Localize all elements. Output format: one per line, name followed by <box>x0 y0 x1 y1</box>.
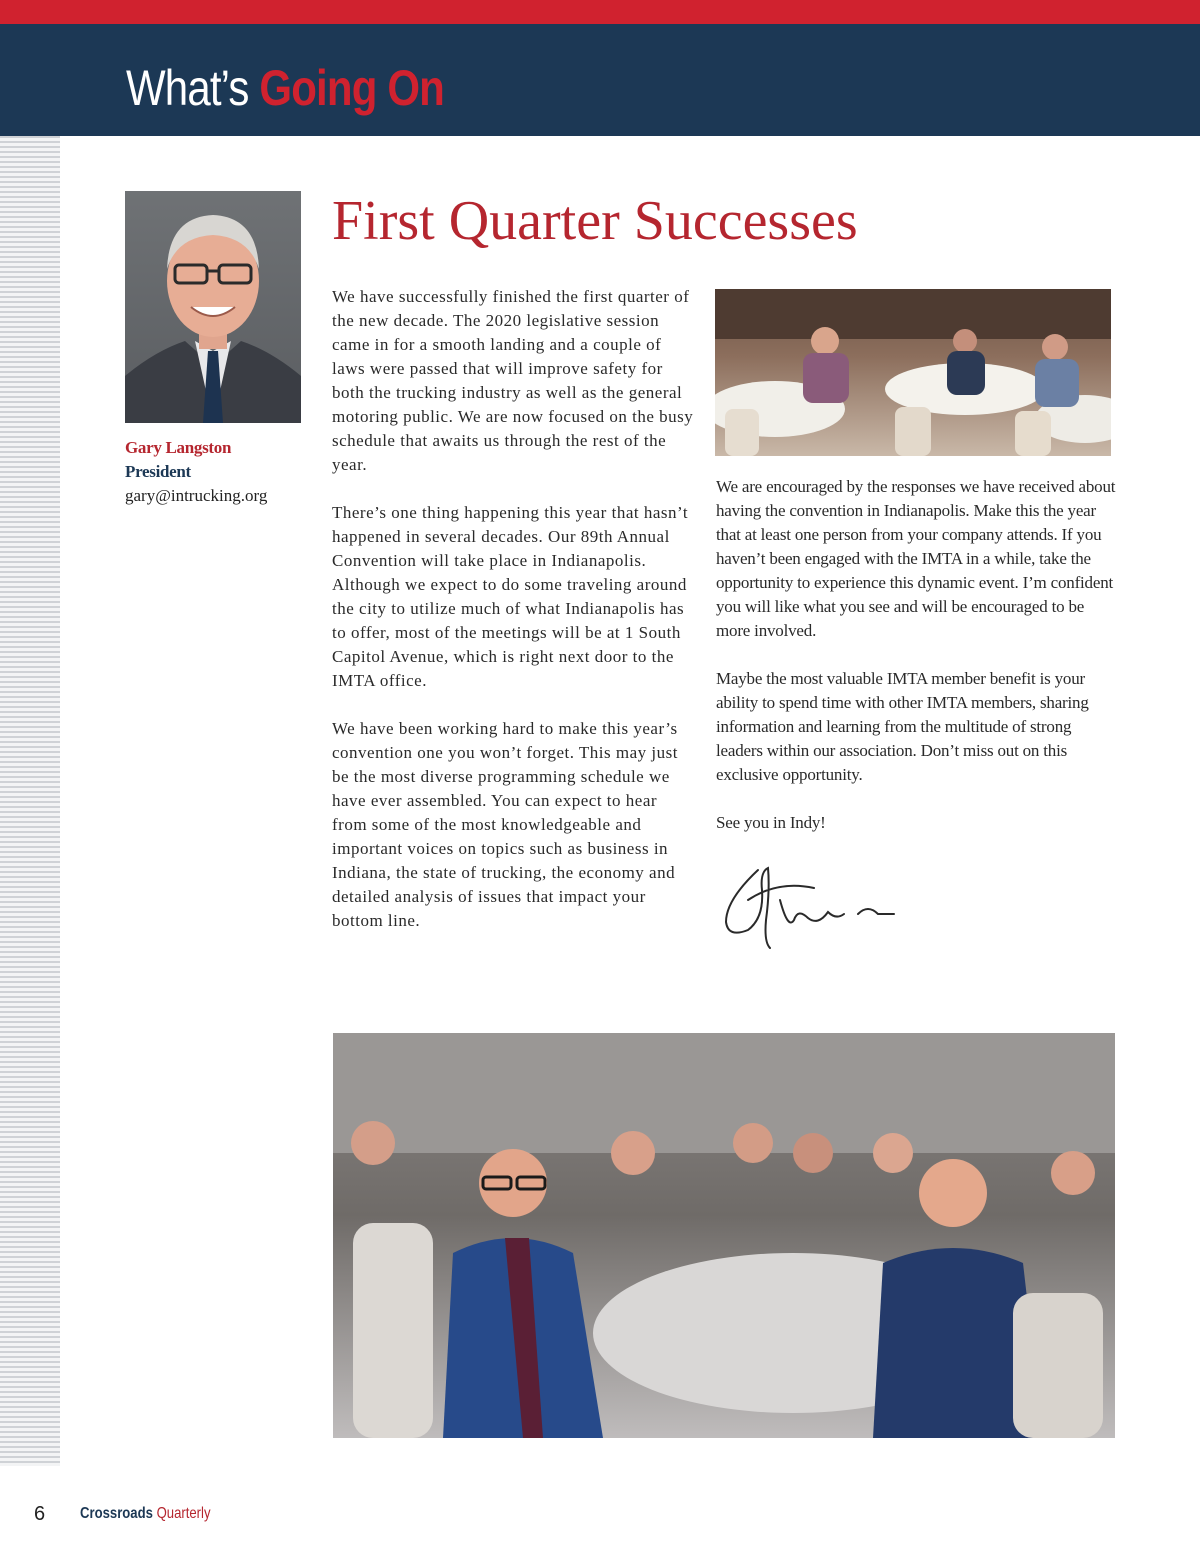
paragraph: Maybe the most valuable IMTA member benefit is your ability to spend time with other IMTA members, sharing information and learning from the multitude of strong leaders within our association. Don’t miss out on this exclusive opportunity. <box>716 669 1089 784</box>
side-stripe-decoration <box>0 136 60 1466</box>
section-title-accent: Going On <box>259 60 444 116</box>
signature-image <box>718 860 898 952</box>
closing-line: See you in Indy! <box>716 813 826 832</box>
paragraph: We have been working hard to make this year’s convention one you won’t forget. This may just be the most diverse programming schedule we have ever assembled. You can expect to hear from some of the most knowledgeable and important voices on topics such as business in Indiana, the state of trucking, the economy and detailed analysis of issues that impact your bottom line. <box>332 719 678 930</box>
section-title <box>126 52 444 124</box>
convention-crowd-photo <box>333 1033 1115 1438</box>
article-column-right <box>716 475 1116 859</box>
article-column-left <box>332 285 694 957</box>
top-red-bar <box>0 0 1200 24</box>
publication-name-light: Quarterly <box>156 1505 211 1522</box>
section-title-light: What’s <box>126 60 249 116</box>
author-name: Gary Langston <box>125 438 232 457</box>
paragraph: There’s one thing happening this year that hasn’t happened in several decades. Our 89th Annual Convention will take place in Indianapolis. Although we expect to do some traveling around the city to utilize much of what Indianapolis has to offer, most of the meetings will be at 1 South Capitol Avenue, which is right next door to the IMTA office. <box>332 503 689 690</box>
author-email: gary@intrucking.org <box>125 486 268 505</box>
author-title: President <box>125 462 191 481</box>
paragraph: We are encouraged by the responses we have received about having the convention in Indianapolis. Make this the year that at least one person from your company attends. If you haven’t been engaged with the IMTA in a while, take the opportunity to experience this dynamic event. I’m confident you will like what you see and will be encouraged to be more involved. <box>716 477 1116 640</box>
banquet-photo <box>715 289 1111 456</box>
publication-name <box>80 1505 211 1523</box>
author-portrait-photo <box>125 191 301 423</box>
paragraph: We have successfully finished the first quarter of the new decade. The 2020 legislative session came in for a smooth landing and a couple of laws were passed that will improve safety for both the trucking industry as well as the general motoring public. We are now focused on the busy schedule that awaits us through the rest of the year. <box>332 287 694 474</box>
page-number: 6 <box>34 1503 46 1525</box>
article-headline: First Quarter Successes <box>332 190 858 252</box>
publication-name-bold: Crossroads <box>80 1505 153 1522</box>
